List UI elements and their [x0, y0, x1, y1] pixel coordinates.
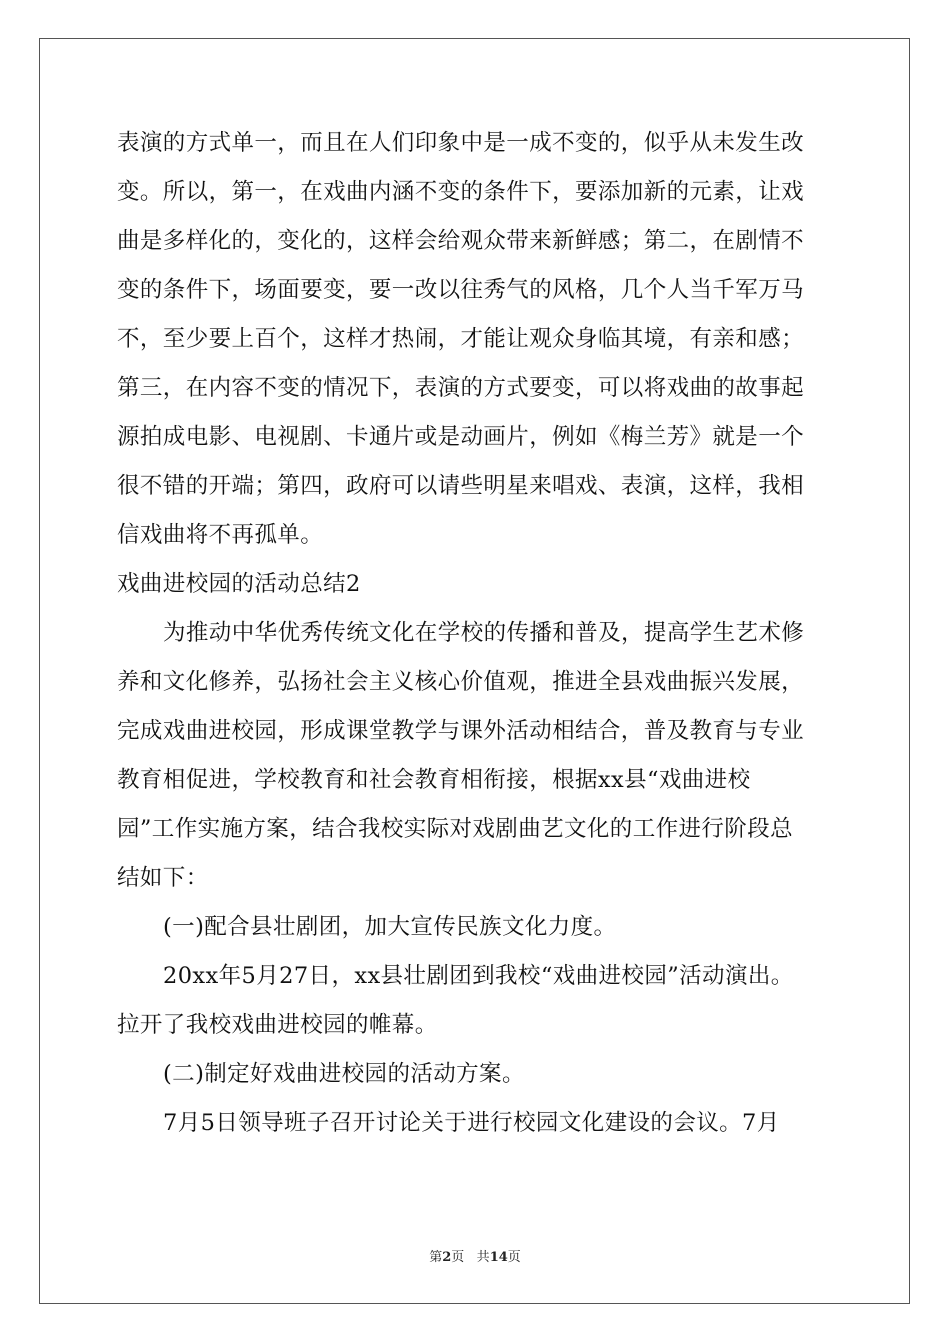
section-heading: 戏曲进校园的活动总结2 — [117, 571, 361, 597]
total-pages: 14 — [489, 1250, 508, 1265]
paragraph-line: 变。所以，第一，在戏曲内涵不变的条件下，要添加新的元素，让戏 — [117, 179, 805, 205]
paragraph-line: 养和文化修养，弘扬社会主义核心价值观，推进全县戏曲振兴发展， — [117, 669, 805, 695]
paragraph-line: 信戏曲将不再孤单。 — [117, 522, 324, 548]
paragraph-line: 园”工作实施方案，结合我校实际对戏剧曲艺文化的工作进行阶段总 — [117, 816, 794, 842]
paragraph-line: 不，至少要上百个，这样才热闹，才能让观众身临其境，有亲和感； — [117, 326, 805, 352]
paragraph-line: 源拍成电影、电视剧、卡通片或是动画片，例如《梅兰芳》就是一个 — [117, 424, 805, 450]
paragraph-line: 20xx年5月27日，xx县壮剧团到我校“戏曲进校园”活动演出。 — [163, 963, 794, 989]
page-footer — [0, 1246, 950, 1265]
paragraph-line: 很不错的开端；第四，政府可以请些明星来唱戏、表演，这样，我相 — [117, 473, 805, 499]
paragraph-line: 第三，在内容不变的情况下，表演的方式要变，可以将戏曲的故事起 — [117, 375, 805, 401]
paragraph-line: 曲是多样化的，变化的，这样会给观众带来新鲜感；第二，在剧情不 — [117, 228, 805, 254]
subheading-line: (一)配合县壮剧团，加大宣传民族文化力度。 — [163, 914, 617, 940]
total-prefix: 共 — [476, 1250, 490, 1265]
total-suffix: 页 — [507, 1250, 521, 1265]
paragraph-line: 拉开了我校戏曲进校园的帷幕。 — [117, 1012, 438, 1038]
paragraph-line: 完成戏曲进校园，形成课堂教学与课外活动相结合，普及教育与专业 — [117, 718, 805, 744]
subheading-line: (二)制定好戏曲进校园的活动方案。 — [163, 1061, 525, 1087]
page-number: 2 — [442, 1250, 452, 1265]
page-prefix: 第 — [429, 1250, 443, 1265]
paragraph-line: 变的条件下，场面要变，要一改以往秀气的风格，几个人当千军万马 — [117, 277, 805, 303]
page-suffix: 页 — [451, 1250, 465, 1265]
paragraph-line: 教育相促进，学校教育和社会教育相衔接，根据xx县“戏曲进校 — [117, 767, 751, 793]
paragraph-line: 表演的方式单一，而且在人们印象中是一成不变的，似乎从未发生改 — [117, 130, 805, 156]
paragraph-line: 7月5日领导班子召开讨论关于进行校园文化建设的会议。7月 — [163, 1110, 780, 1136]
paragraph-line: 为推动中华优秀传统文化在学校的传播和普及，提高学生艺术修 — [163, 620, 805, 646]
paragraph-line: 结如下： — [117, 865, 209, 891]
